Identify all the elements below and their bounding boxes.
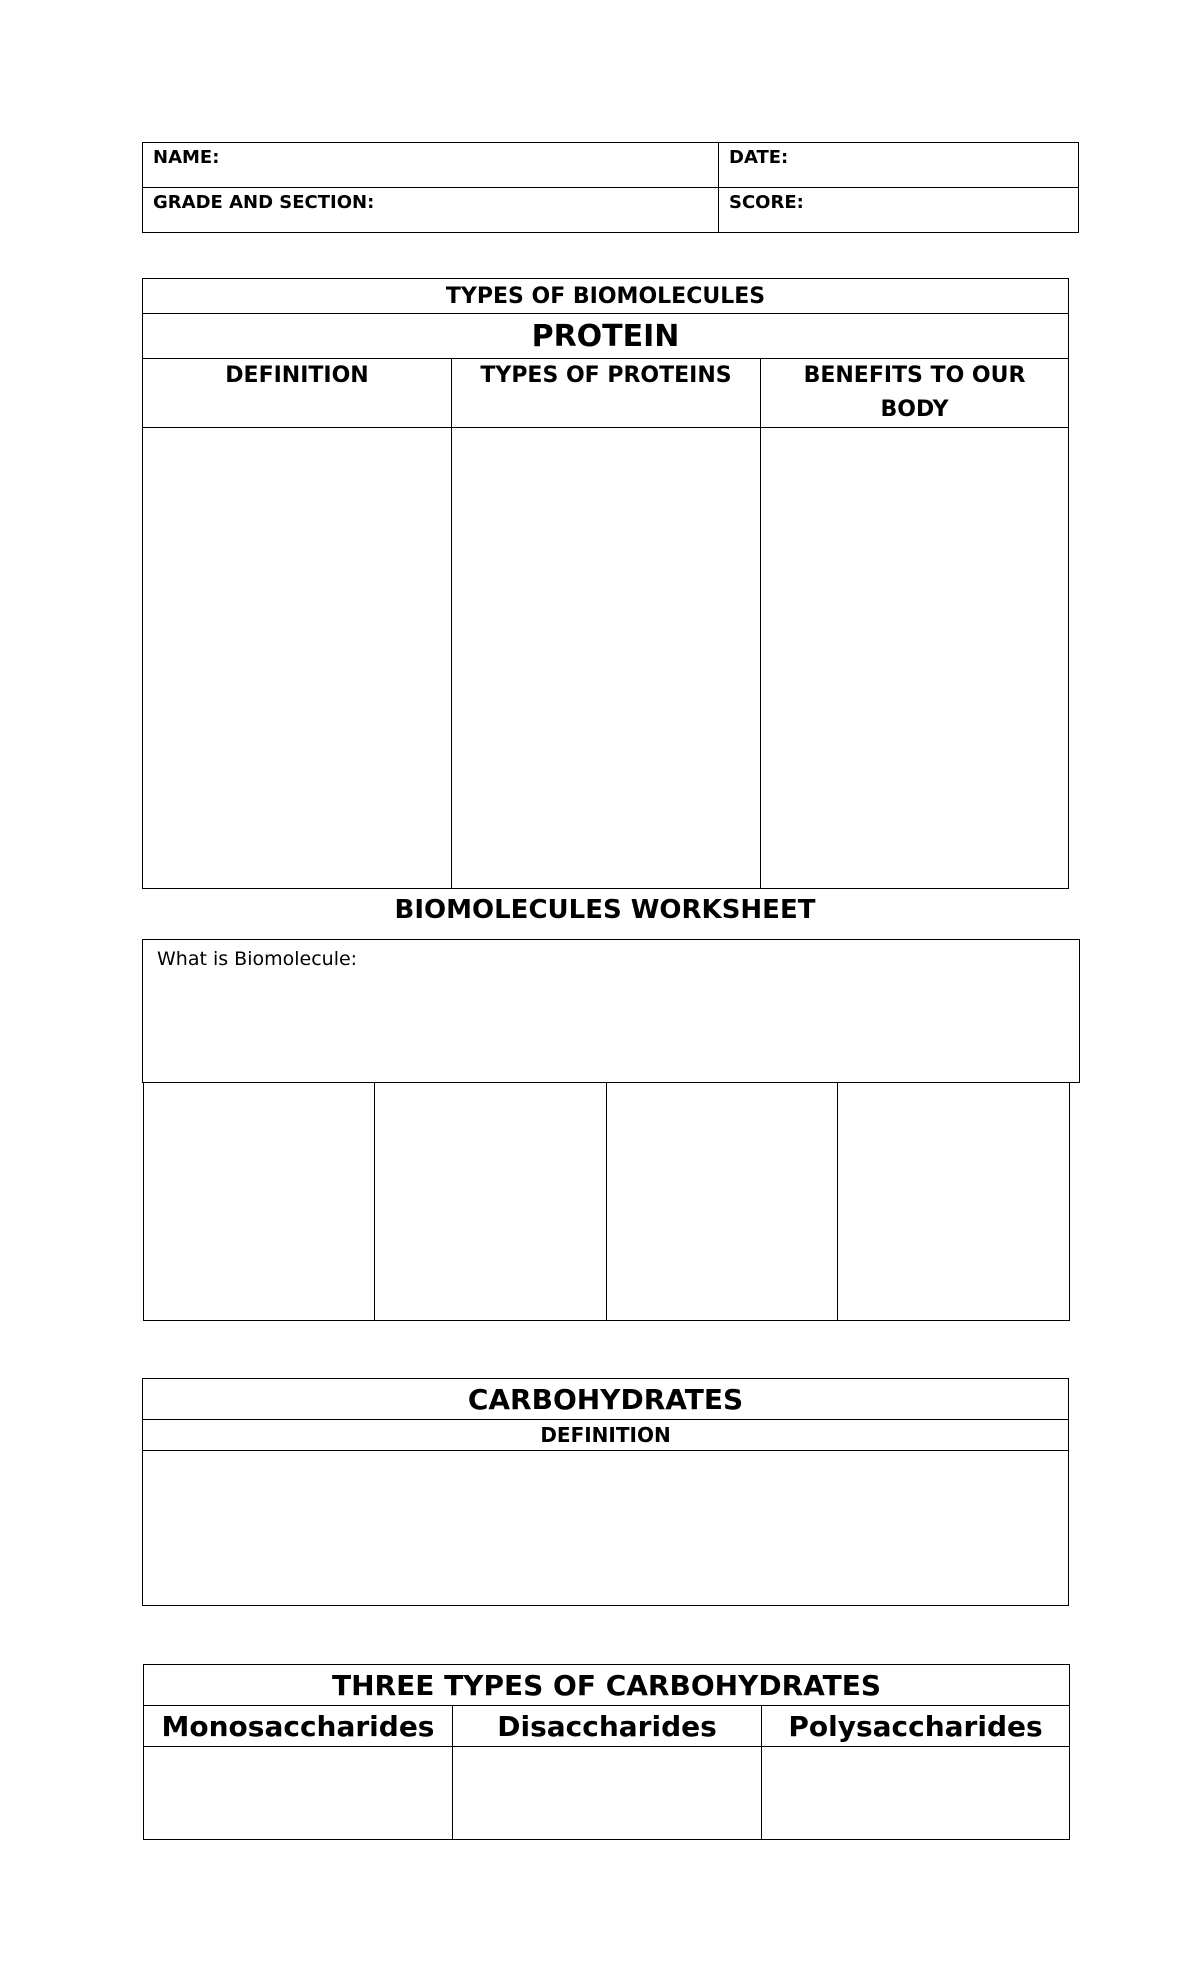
name-field[interactable] bbox=[143, 143, 719, 188]
carbohydrates-table bbox=[142, 1378, 1069, 1606]
protein-benefits-answer[interactable] bbox=[761, 428, 1069, 889]
biomolecule-types-grid bbox=[143, 1082, 1070, 1321]
carbohydrates-definition-answer[interactable] bbox=[143, 1451, 1069, 1606]
protein-table bbox=[142, 278, 1069, 889]
score-label: SCORE: bbox=[729, 192, 804, 213]
carbohydrates-title: CARBOHYDRATES bbox=[143, 1379, 1069, 1420]
carb-col-monosaccharides: Monosaccharides bbox=[144, 1706, 453, 1747]
worksheet-title: BIOMOLECULES WORKSHEET bbox=[394, 895, 816, 925]
protein-types-answer[interactable] bbox=[452, 428, 761, 889]
student-info-table bbox=[142, 142, 1079, 233]
biomolecule-cell-2[interactable] bbox=[375, 1082, 607, 1320]
biomolecule-cell-4[interactable] bbox=[838, 1082, 1070, 1320]
carb-col-disaccharides: Disaccharides bbox=[453, 1706, 762, 1747]
disaccharides-answer[interactable] bbox=[453, 1747, 762, 1840]
carb-types-table bbox=[143, 1664, 1070, 1840]
grade-section-field[interactable] bbox=[143, 188, 719, 233]
grade-section-label: GRADE AND SECTION: bbox=[153, 192, 375, 213]
protein-definition-answer[interactable] bbox=[143, 428, 452, 889]
biomolecule-question: What is Biomolecule: bbox=[157, 948, 358, 970]
polysaccharides-answer[interactable] bbox=[762, 1747, 1070, 1840]
score-field[interactable] bbox=[719, 188, 1079, 233]
biomolecule-question-box[interactable] bbox=[142, 939, 1080, 1083]
carbohydrates-definition-header: DEFINITION bbox=[143, 1420, 1069, 1451]
biomolecule-cell-1[interactable] bbox=[144, 1082, 375, 1320]
date-label: DATE: bbox=[729, 147, 789, 168]
date-field[interactable] bbox=[719, 143, 1079, 188]
monosaccharides-answer[interactable] bbox=[144, 1747, 453, 1840]
protein-table-subtitle: PROTEIN bbox=[143, 314, 1069, 359]
protein-table-title: TYPES OF BIOMOLECULES bbox=[143, 279, 1069, 314]
protein-col-types: TYPES OF PROTEINS bbox=[452, 359, 761, 428]
carb-types-title: THREE TYPES OF CARBOHYDRATES bbox=[144, 1665, 1070, 1706]
carb-col-polysaccharides: Polysaccharides bbox=[762, 1706, 1070, 1747]
protein-col-definition: DEFINITION bbox=[143, 359, 452, 428]
name-label: NAME: bbox=[153, 147, 220, 168]
protein-col-benefits: BENEFITS TO OUR BODY bbox=[761, 359, 1069, 428]
biomolecule-cell-3[interactable] bbox=[607, 1082, 838, 1320]
